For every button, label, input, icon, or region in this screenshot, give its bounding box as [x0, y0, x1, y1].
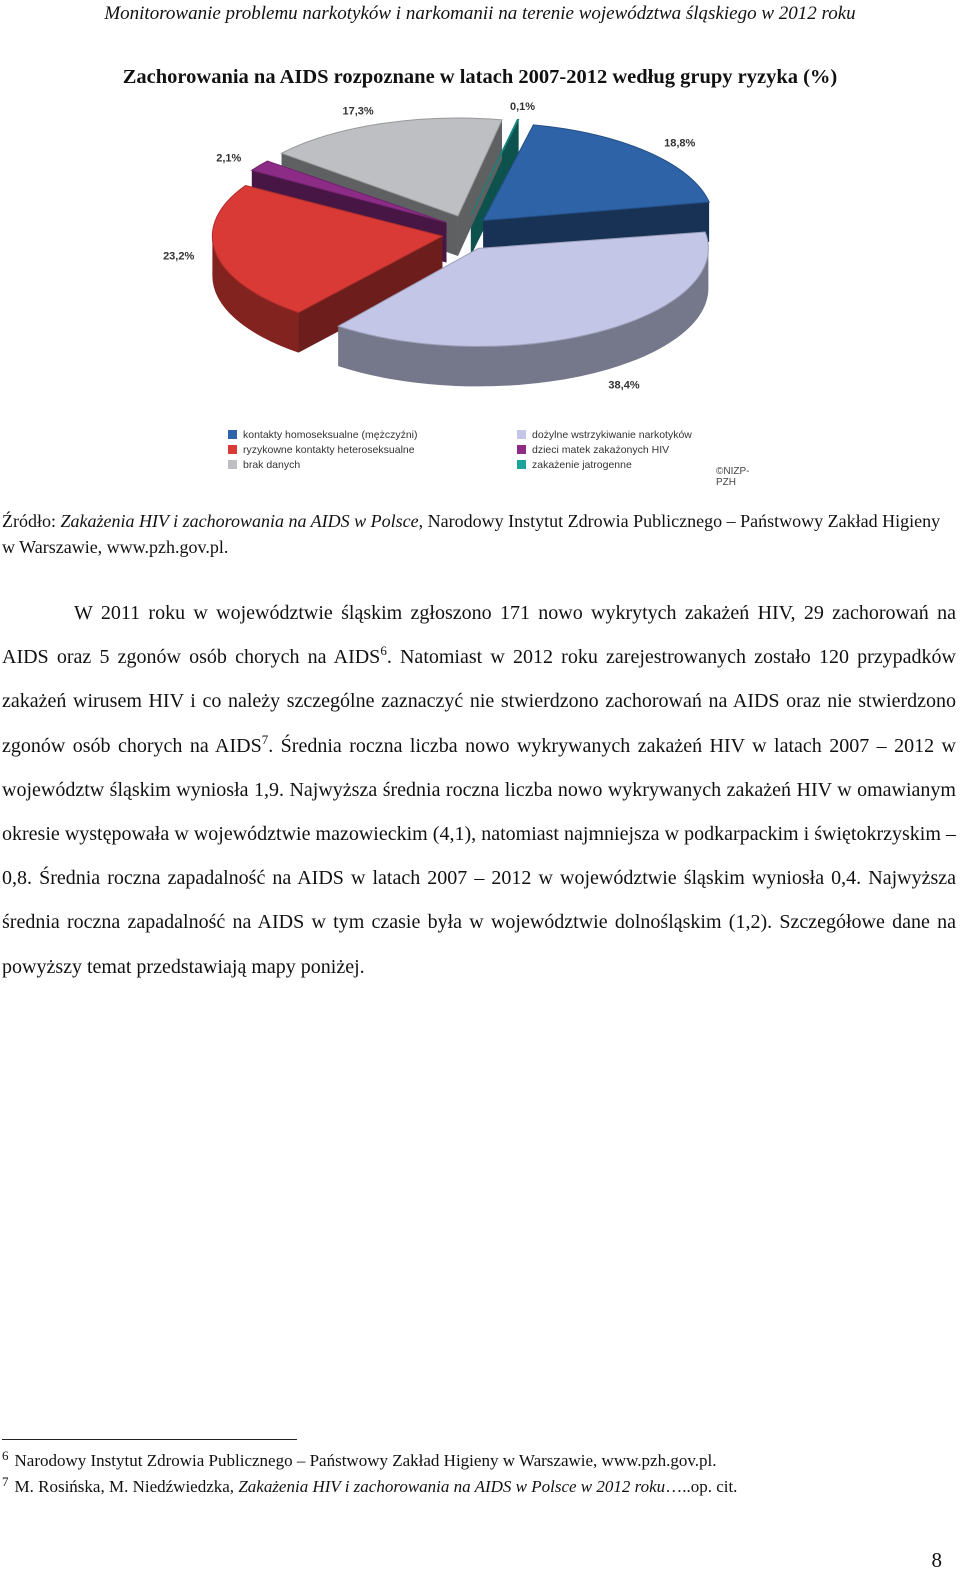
- footnote-ref: 6: [380, 643, 387, 659]
- footnote-separator: [2, 1439, 297, 1440]
- chart-legend: [196, 429, 756, 488]
- pie-data-label: 23,2%: [163, 250, 195, 263]
- legend-label: kontakty homoseksualne (mężczyźni): [243, 429, 418, 441]
- legend-item: [228, 428, 418, 442]
- figure-title: Zachorowania na AIDS rozpoznane w latach 2007-2012 według grupy ryzyka (%): [122, 66, 838, 88]
- pie-data-label: 38,4%: [608, 379, 640, 392]
- pie-data-label: 18,8%: [664, 137, 696, 150]
- legend-label: dzieci matek zakażonych HIV: [532, 444, 670, 456]
- pie-data-label: 17,3%: [342, 105, 374, 118]
- legend-swatch: [228, 430, 237, 439]
- legend-item: [228, 443, 415, 457]
- legend-item: [517, 458, 632, 472]
- chart-copyright: ©NIZP-PZH: [716, 466, 750, 488]
- pie-data-label: 2,1%: [216, 152, 242, 165]
- pie-data-label: 0,1%: [509, 100, 536, 113]
- legend-swatch: [517, 430, 526, 439]
- page-number: 8: [931, 1548, 942, 1572]
- legend-item: [517, 443, 669, 457]
- legend-swatch: [517, 445, 526, 454]
- footnote-ref: 7: [261, 731, 269, 747]
- legend-item: [228, 458, 300, 472]
- body-paragraph: W 2011 roku w województwie śląskim zgłoszono 171 nowo wykrytych zakażeń HIV, 29 zachorowań na AIDS oraz 5 zgonów osób chorych na AIDS$^6$. Natomiast w 2012 roku zarejestrowanych zostało 120 przypadków zakażeń wirusem HIV i co należy szczególne zaznaczyć nie stwierdzono zachorowań na AIDS oraz nie stwierdzono zgonów osób chorych na AIDS$^7$. Średnia roczna liczba nowo wykrywanych zakażeń HIV w latach 2007 – 2012 w województw śląskim wyniosła 1,9. Najwyższa średnia roczna liczba nowo wykrywanych zakażeń HIV w omawianym okresie występowała w województwie mazowieckim (4,1), natomiast najmniejsza w podkarpackim i świętokrzyskim – 0,8. Średnia roczna zapadalność na AIDS w latach 2007 – 2012 w województwie śląskim wyniosła 0,4. Najwyższa średnia roczna zapadalność na AIDS w tym czasie była w województwie dolnośląskim (1,2). Szczegółowe dane na powyższy temat przedstawiają mapy poniżej.: [2, 602, 956, 978]
- legend-label: dożylne wstrzykiwanie narkotyków: [532, 429, 692, 441]
- legend-label: ryzykowne kontakty heteroseksualne: [243, 444, 415, 456]
- footnote: $^6$ Narodowy Instytut Zdrowia Publicznego – Państwowy Zakład Higieny w Warszawie, www.pzh.gov.pl.: [2, 1448, 717, 1470]
- legend-label: brak danych: [243, 459, 301, 471]
- pie-chart: [163, 100, 764, 408]
- legend-swatch: [517, 460, 526, 469]
- legend-swatch: [228, 445, 237, 454]
- legend-swatch: [228, 460, 237, 469]
- running-header: Monitorowanie problemu narkotyków i narkomanii na terenie województwa śląskiego w 2012 roku: [104, 3, 856, 24]
- figure-source: Źródło: Zakażenia HIV i zachorowania na AIDS w Polsce, Narodowy Instytut Zdrowia Publicznego – Państwowy Zakład Higieny w Warszawie, www.pzh.gov.pl.: [2, 511, 941, 557]
- footnote: $^7$ M. Rosińska, M. Niedźwiedzka, Zakażenia HIV i zachorowania na AIDS w Polsce w 2012 roku…..op. cit.: [2, 1474, 738, 1496]
- legend-label: zakażenie jatrogenne: [532, 459, 632, 471]
- legend-item: [517, 428, 692, 442]
